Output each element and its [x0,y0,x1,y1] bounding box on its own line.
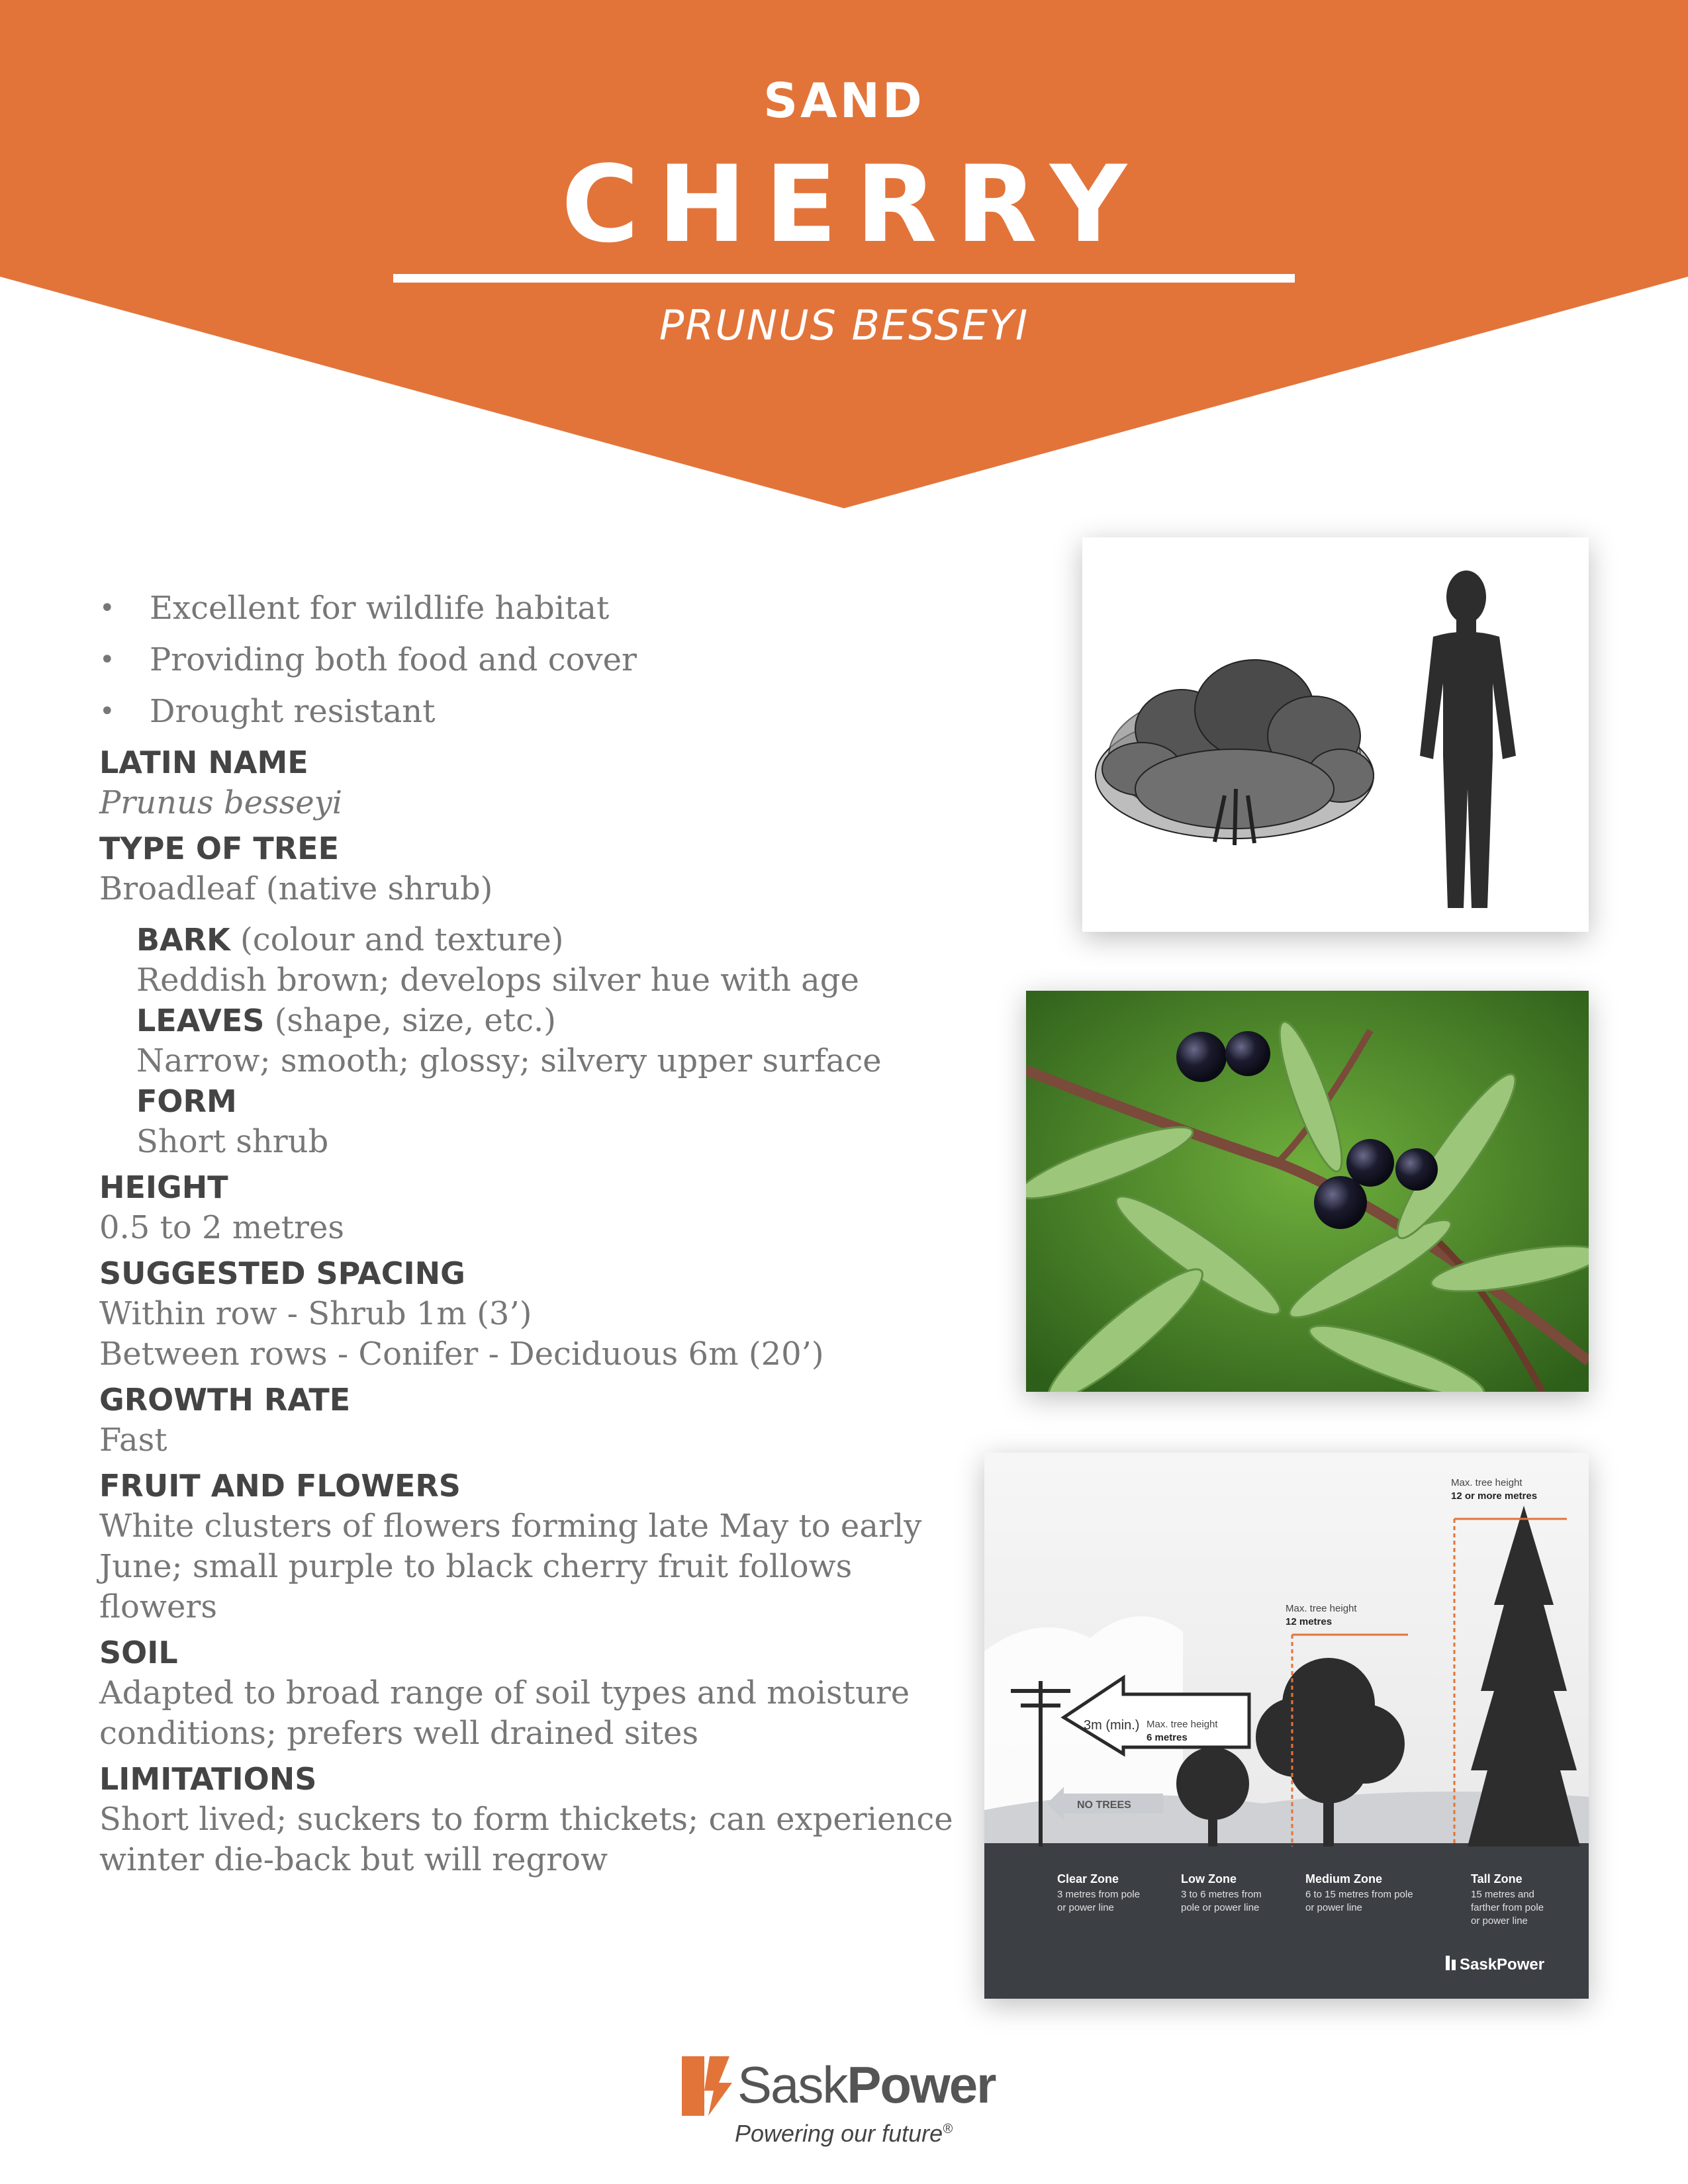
tall-zone-line1: 15 metres and [1471,1889,1534,1900]
size-comparison-image [1082,537,1589,932]
tall-zone-line3: or power line [1471,1915,1528,1927]
bullet-icon: • [99,593,115,623]
leaves-heading: LEAVES [136,1003,265,1038]
section-heading: SUGGESTED SPACING [99,1255,465,1291]
medium-zone-line2: or power line [1305,1902,1362,1913]
height-value: 0.5 to 2 metres [99,1209,345,1246]
bark-line [136,920,960,960]
bullet-icon: • [99,696,115,727]
clear-zone-line1: 3 metres from pole [1057,1889,1141,1900]
low-zone-line1: 3 to 6 metres from [1181,1889,1262,1900]
spacing-between: Between rows - Conifer - Deciduous 6m (20’) [99,1336,824,1373]
no-trees-label: NO TREES [1077,1799,1131,1811]
bark-heading: BARK [136,922,230,958]
section-heading: LATIN NAME [99,745,308,780]
person-silhouette [1420,570,1516,908]
low-zone-name: Low Zone [1181,1872,1237,1886]
soil-line-2: conditions; prefers well drained sites [99,1715,699,1752]
soil-line-1: Adapted to broad range of soil types and moisture [99,1674,910,1711]
medium-max-line2: 12 metres [1286,1616,1333,1627]
spacing-within: Within row - Shrub 1m (3’) [99,1295,532,1332]
fruit-line-1: White clusters of flowers forming late May to early [99,1508,922,1545]
leaves-value: Narrow; smooth; glossy; silvery upper surface [136,1042,882,1079]
spacing-section [99,1253,960,1375]
logo-tagline: Powering our future® [735,2120,953,2147]
tall-max-line2: 12 or more metres [1451,1490,1538,1502]
fruit-section [99,1466,960,1627]
list-item: • Excellent for wildlife habitat [99,582,960,634]
form-value: Short shrub [136,1123,329,1160]
bark-note: (colour and texture) [240,921,564,958]
section-heading: LIMITATIONS [99,1761,317,1797]
section-heading: FRUIT AND FLOWERS [99,1468,461,1504]
tall-zone-name: Tall Zone [1471,1872,1523,1886]
section-heading: SOIL [99,1635,178,1670]
page-title: CHERRY [561,142,1146,266]
type-section [99,829,960,909]
section-heading: GROWTH RATE [99,1382,351,1418]
type-value: Broadleaf (native shrub) [99,870,493,907]
low-max-line1: Max. tree height [1147,1719,1218,1730]
leaves-line [136,1001,960,1041]
medium-zone-name: Medium Zone [1305,1872,1382,1886]
tall-max-line1: Max. tree height [1451,1477,1523,1488]
clear-zone-name: Clear Zone [1057,1872,1119,1886]
growth-section [99,1380,960,1461]
list-item: • Drought resistant [99,686,960,737]
shrub-person-illustration [1082,537,1589,932]
diagram-brand-label: SaskPower [1460,1956,1545,1974]
bark-value: Reddish brown; develops silver hue with age [136,962,859,999]
growth-value: Fast [99,1422,167,1459]
height-section [99,1167,960,1248]
tall-zone-line2: farther from pole [1471,1902,1544,1913]
fruit-line-2: June; small purple to black cherry fruit follows flowers [99,1548,853,1625]
clear-zone-line2: or power line [1057,1902,1114,1913]
saskpower-small-logo [1446,1956,1544,1974]
power-line-zone-diagram [984,1453,1589,1999]
sand-cherry-photo [1026,991,1589,1392]
low-max-line2: 6 metres [1147,1732,1188,1743]
title-kicker: SAND [763,73,925,128]
medium-max-line1: Max. tree height [1286,1603,1357,1614]
latin-name-section [99,743,960,823]
bullet-icon: • [99,645,115,675]
zone-diagram-graphic [984,1453,1589,1999]
species-details [99,582,960,1880]
section-heading: TYPE OF TREE [99,831,340,866]
soil-section [99,1633,960,1754]
cherry-branch-image [1026,991,1589,1392]
latin-subtitle: PRUNUS BESSEYI [659,301,1029,349]
shrub-illustration [1096,660,1374,845]
arrow-label: 3m (min.) [1084,1718,1140,1733]
title-divider [393,274,1295,283]
limitations-section [99,1759,960,1880]
low-zone-line2: pole or power line [1181,1902,1260,1913]
leaves-note: (shape, size, etc.) [274,1002,556,1039]
list-item: • Providing both food and cover [99,634,960,686]
highlights-list [99,582,960,737]
limitations-line-1: Short lived; suckers to form thickets; can experience [99,1801,953,1838]
saskpower-bolt-icon [682,2056,735,2116]
form-heading: FORM [136,1083,237,1119]
latin-name-value: Prunus besseyi [99,784,343,821]
limitations-line-2: winter die-back but will regrow [99,1841,608,1878]
characteristics-section [99,920,960,1162]
logo-wordmark: SaskPower [737,2056,996,2114]
medium-zone-line1: 6 to 15 metres from pole [1305,1889,1413,1900]
saskpower-logo [682,2048,1026,2154]
section-heading: HEIGHT [99,1169,228,1205]
